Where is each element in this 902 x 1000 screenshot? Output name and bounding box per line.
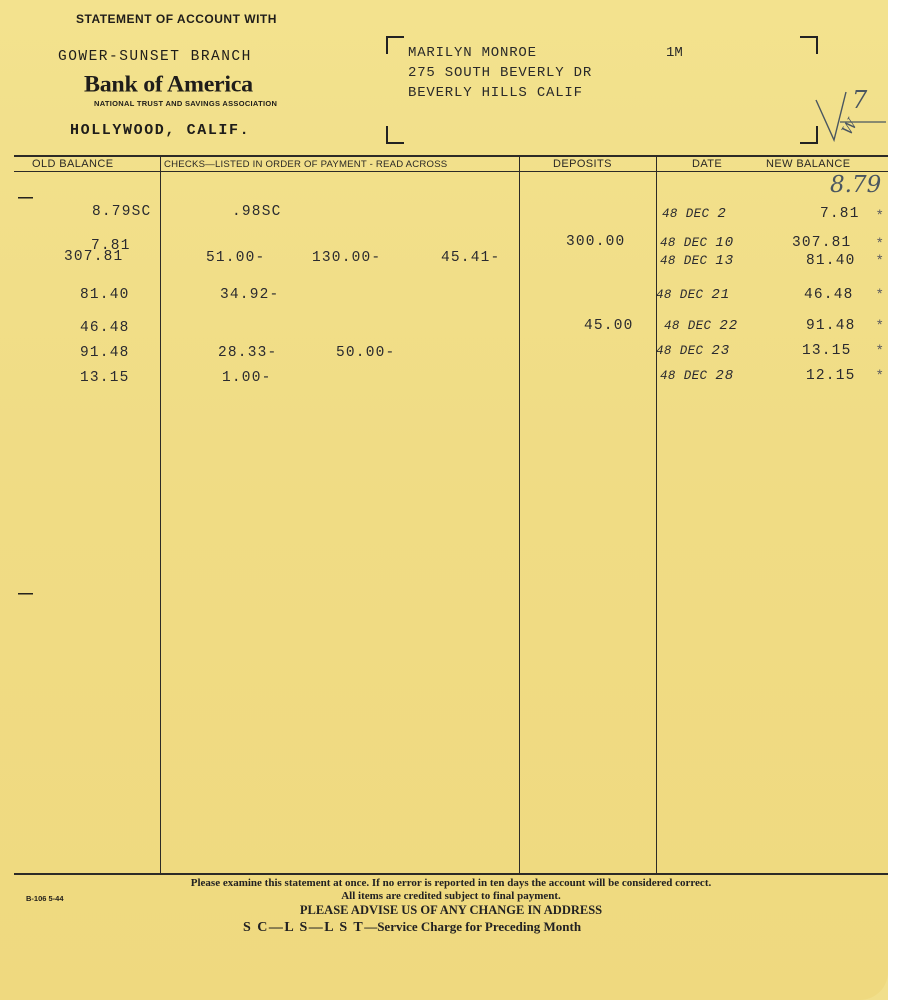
footer-notice: Please examine this statement at once. If no error is reported in ten days the account will be considered correct. — [190, 877, 712, 889]
table-row-4-mark: * — [877, 316, 883, 332]
col-header-checks: CHECKS—LISTED IN ORDER OF PAYMENT - READ ACROSS — [164, 159, 448, 170]
table-row-4-old: 46.48 — [80, 320, 130, 336]
table-row-2-old-top: 7.81 — [91, 238, 131, 254]
table-row-5-old: 91.48 — [80, 345, 130, 361]
table-row-6-check-1: 1.00- — [222, 370, 272, 386]
footer-address-advice: PLEASE ADVISE US OF ANY CHANGE IN ADDRESS — [299, 903, 603, 917]
pencil-initial: W — [838, 115, 862, 139]
table-top-rule — [14, 155, 888, 157]
table-row-3-date: 48 DEC 21 — [656, 287, 731, 303]
customer-name: MARILYN MONROE — [408, 45, 537, 61]
address-line-1: 275 SOUTH BEVERLY DR — [408, 65, 593, 81]
bank-city: HOLLYWOOD, CALIF. — [70, 122, 251, 139]
table-row-5-new: 13.15 — [802, 343, 852, 359]
table-row-3-new: 46.48 — [804, 287, 854, 303]
col-divider-2 — [519, 155, 520, 873]
table-row-1-date: 48 DEC 2 — [662, 206, 727, 222]
table-row-3-old: 81.40 — [80, 287, 130, 303]
address-line-2: BEVERLY HILLS CALIF — [408, 85, 583, 101]
table-row-1-old: 8.79SC — [92, 204, 152, 220]
table-row-1-mark: * — [877, 206, 883, 222]
address-corner-bl — [386, 126, 404, 144]
bank-subtitle: NATIONAL TRUST AND SAVINGS ASSOCIATION — [94, 99, 278, 108]
col-header-old-balance: OLD BALANCE — [32, 158, 114, 170]
branch-name: GOWER-SUNSET BRANCH — [58, 49, 252, 65]
col-divider-3 — [656, 155, 657, 873]
table-row-2b-mark: * — [877, 251, 883, 267]
col-header-deposits: DEPOSITS — [553, 158, 612, 170]
table-row-2-old: 307.81 — [64, 249, 124, 265]
footer-credit-note: All items are credited subject to final payment. — [341, 890, 561, 902]
address-corner-tr — [800, 36, 818, 54]
table-header-rule — [14, 171, 888, 172]
statement-title: STATEMENT OF ACCOUNT WITH — [76, 12, 277, 26]
service-charge-text: —Service Charge for Preceding Month — [364, 919, 582, 934]
table-row-4-date: 48 DEC 22 — [664, 318, 739, 334]
table-row-1-check-1: .98SC — [232, 204, 282, 220]
table-row-2-check-3: 45.41- — [441, 250, 501, 266]
table-row-2-date: 48 DEC 10 — [660, 235, 735, 251]
table-row-2-check-1: 51.00- — [206, 250, 266, 266]
table-row-3-mark: * — [877, 285, 883, 301]
table-row-5-check-2: 50.00- — [336, 345, 396, 361]
page-edge — [888, 0, 902, 1000]
address-corner-tl — [386, 36, 404, 54]
table-row-4-new: 91.48 — [806, 318, 856, 334]
pencil-balance-note: 8.79 — [830, 172, 882, 198]
table-row-5-check-1: 28.33- — [218, 345, 278, 361]
table-row-1-new: 7.81 — [820, 206, 860, 222]
pencil-corner-mark: 7 — [852, 86, 868, 114]
table-row-4-deposit: 45.00 — [584, 318, 634, 334]
table-row-5-date: 48 DEC 23 — [656, 343, 731, 359]
customer-code: 1M — [666, 45, 683, 61]
table-row-6-mark: * — [877, 366, 883, 382]
margin-dash-top: — — [18, 189, 33, 206]
table-row-2-deposit: 300.00 — [566, 234, 626, 250]
table-row-6-date: 48 DEC 28 — [660, 368, 735, 384]
table-bottom-rule — [14, 873, 888, 875]
table-row-2-new: 307.81 — [792, 235, 852, 251]
table-row-6-new: 12.15 — [806, 368, 856, 384]
table-row-5-mark: * — [877, 341, 883, 357]
table-row-6-old: 13.15 — [80, 370, 130, 386]
col-divider-1 — [160, 155, 161, 873]
table-row-2b-new: 81.40 — [806, 253, 856, 269]
table-row-2b-date: 48 DEC 13 — [660, 253, 735, 269]
table-row-3-check-1: 34.92- — [220, 287, 280, 303]
table-row-2-check-2: 130.00- — [312, 250, 382, 266]
service-charge-codes: S C—L S—L S T — [243, 920, 365, 935]
table-row-2-mark: * — [877, 234, 883, 250]
col-header-new-balance: NEW BALANCE — [766, 158, 851, 170]
footer-service-charge — [243, 919, 581, 936]
bank-logo: Bank of America — [84, 72, 253, 98]
col-header-date: DATE — [692, 158, 723, 170]
form-number: B-106 5-44 — [26, 894, 64, 903]
margin-dash-bottom: — — [18, 585, 33, 602]
